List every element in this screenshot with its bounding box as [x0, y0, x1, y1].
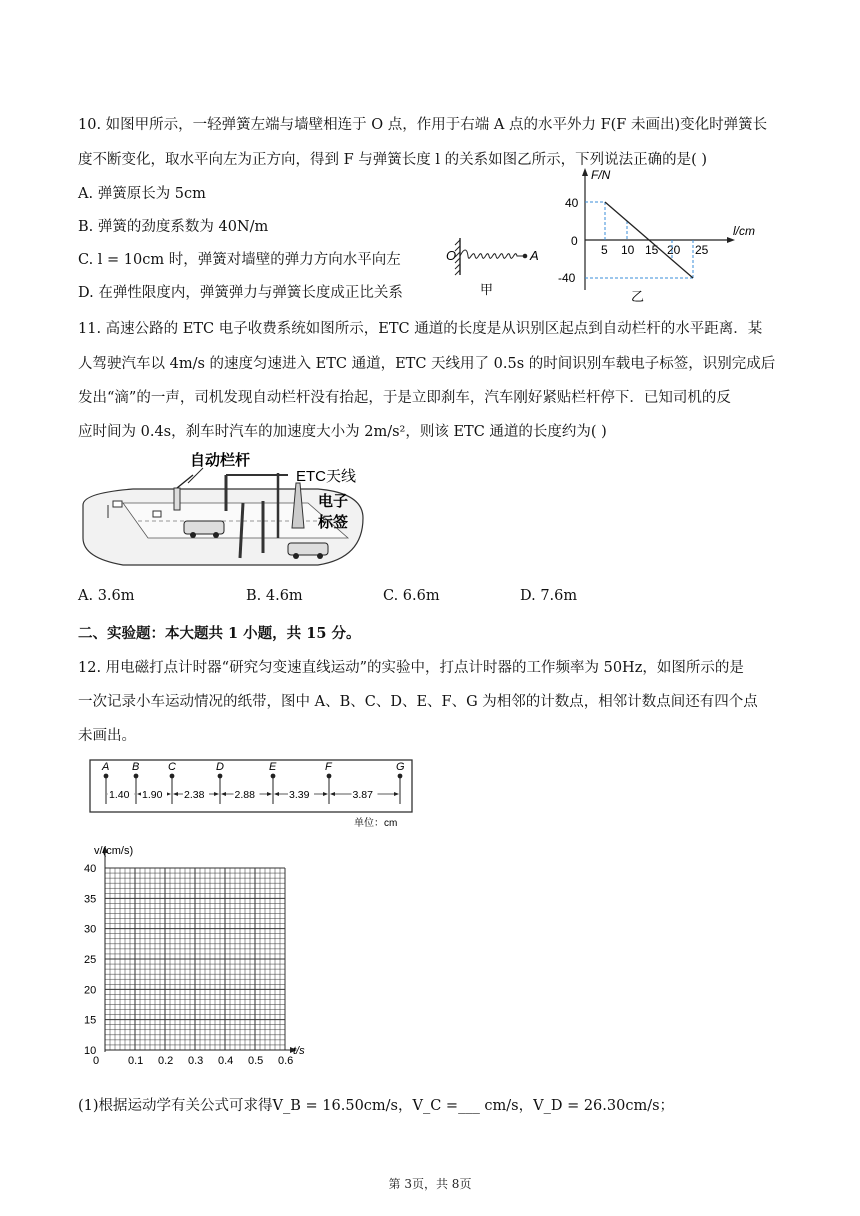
grid-ytick-3: 25: [84, 954, 97, 966]
label-gate: 自动栏杆: [190, 452, 251, 469]
tape-dot-D: [218, 774, 223, 779]
paper-tape-figure: [88, 758, 418, 830]
q11-line1: 11. 高速公路的 ETC 电子收费系统如图所示，ETC 通道的长度是从识别区起点到自动栏杆的水平距离．某: [78, 321, 763, 337]
q12-line1: 12. 用电磁打点计时器“研究匀变速直线运动”的实验中，打点计时器的工作频率为 50Hz，如图所示的是: [78, 660, 744, 676]
tape-spacing-3: 2.88: [234, 789, 255, 801]
caption-jia: 甲: [480, 282, 494, 297]
tape-spacing-5: 3.87: [352, 789, 373, 801]
tape-spacing-4: 3.39: [289, 789, 310, 801]
q10-line1: 10. 如图甲所示，一轻弹簧左端与墙壁相连于 O 点，作用于右端 A 点的水平外力 F(F 未画出)变化时弹簧长: [78, 117, 768, 133]
q12-sub1: [78, 1094, 674, 1115]
tape-point-label-C: C: [168, 761, 176, 773]
unit-label: 单位：cm: [354, 818, 398, 829]
ytick-40: 40: [565, 196, 579, 210]
grid-xtick-3: 0.3: [188, 1055, 204, 1067]
velocity-time-grid: [70, 838, 320, 1078]
ytick-neg40: -40: [558, 271, 576, 285]
q10-option-c: C. l = 10cm 时，弹簧对墙壁的弹力方向水平向左: [78, 252, 401, 268]
xtick-25: 25: [695, 243, 709, 257]
grid-ylabel: v/(cm/s): [94, 845, 134, 857]
etc-figure: [78, 443, 368, 573]
q11-option-b: B. 4.6m: [246, 588, 303, 604]
grid-ytick-0: 10: [84, 1045, 97, 1057]
grid-ytick-1: 15: [84, 1014, 97, 1027]
tape-point-label-F: F: [325, 761, 332, 773]
label-tag-2: 标签: [318, 514, 349, 531]
q10-option-d: D. 在弹性限度内，弹簧弹力与弹簧长度成正比关系: [78, 285, 403, 301]
label-o: O: [446, 248, 457, 263]
label-tag-1: 电子: [318, 493, 349, 510]
q11-option-d: D. 7.6m: [520, 588, 578, 604]
q11-option-c: C. 6.6m: [383, 588, 440, 604]
label-a: A: [530, 248, 539, 263]
tape-dot-B: [134, 774, 139, 779]
grid-ytick-5: 35: [84, 893, 97, 906]
q10-option-a: A. 弹簧原长为 5cm: [78, 186, 206, 202]
q12-sub1-text: (1)根据运动学有关公式可求得V_B = 16.50cm/s，V_C =___ cm/s，V_D = 26.30cm/s；: [78, 1098, 675, 1114]
grid-ytick-4: 30: [84, 923, 97, 936]
q11-line4: 应时间为 0.4s，刹车时汽车的加速度大小为 2m/s²，则该 ETC 通道的长度约为( ): [78, 424, 607, 440]
grid-xtick-0: 0: [93, 1055, 100, 1067]
force-length-graph-yi: [555, 165, 770, 303]
tape-dot-F: [327, 774, 332, 779]
grid-xtick-5: 0.5: [248, 1055, 264, 1067]
grid-xtick-1: 0.1: [128, 1055, 144, 1067]
ytick-0: 0: [571, 234, 578, 248]
xtick-20: 20: [667, 243, 681, 257]
tape-spacing-1: 1.90: [142, 789, 163, 801]
grid-ytick-2: 20: [84, 984, 97, 997]
xtick-15: 15: [645, 243, 659, 257]
q12-line3: 未画出。: [78, 728, 136, 744]
q11-option-a: A. 3.6m: [78, 588, 135, 604]
tape-dot-E: [271, 774, 276, 779]
q11-line2: 人驾驶汽车以 4m/s 的速度匀速进入 ETC 通道，ETC 天线用了 0.5s 的时间识别车载电子标签，识别完成后: [78, 356, 776, 372]
tape-point-label-E: E: [269, 761, 277, 773]
grid-xtick-2: 0.2: [158, 1055, 174, 1067]
section-heading: 二、实验题：本大题共 1 小题，共 15 分。: [78, 625, 361, 642]
grid-xtick-6: 0.6: [278, 1055, 294, 1067]
q11-line3: 发出“滴”的一声，司机发现自动栏杆没有抬起，于是立即刹车，汽车刚好紧贴栏杆停下．已知司机的反: [78, 390, 731, 406]
xtick-10: 10: [621, 243, 635, 257]
graph-xlabel: l/cm: [733, 224, 755, 238]
graph-ylabel: F/N: [591, 168, 611, 182]
q12-line2: 一次记录小车运动情况的纸带，图中 A、B、C、D、E、F、G 为相邻的计数点，相邻计数点间还有四个点: [78, 694, 758, 710]
q10-option-b: B. 弹簧的劲度系数为 40N/m: [78, 219, 269, 235]
tape-dot-G: [398, 774, 403, 779]
tape-spacing-0: 1.40: [109, 789, 130, 801]
grid-xlabel: t/s: [293, 1045, 305, 1057]
tape-point-label-A: A: [102, 761, 110, 773]
grid-ytick-6: 40: [84, 863, 97, 875]
q10-line2: 度不断变化，取水平向左为正方向，得到 F 与弹簧长度 l 的关系如图乙所示，下列说法正确的是( ): [78, 152, 708, 168]
tape-point-label-D: D: [216, 761, 224, 773]
tape-point-label-B: B: [132, 761, 140, 773]
tape-dot-C: [170, 774, 175, 779]
spring-figure-jia: [440, 230, 550, 300]
tape-dot-A: [104, 774, 109, 779]
grid-xtick-4: 0.4: [218, 1055, 234, 1067]
page-footer: 第 3页，共 8页: [388, 1177, 472, 1191]
caption-yi: 乙: [631, 289, 645, 303]
tape-spacing-2: 2.38: [184, 789, 205, 801]
tape-point-label-G: G: [396, 761, 405, 773]
xtick-5: 5: [601, 243, 608, 257]
label-antenna: ETC天线: [296, 468, 357, 485]
